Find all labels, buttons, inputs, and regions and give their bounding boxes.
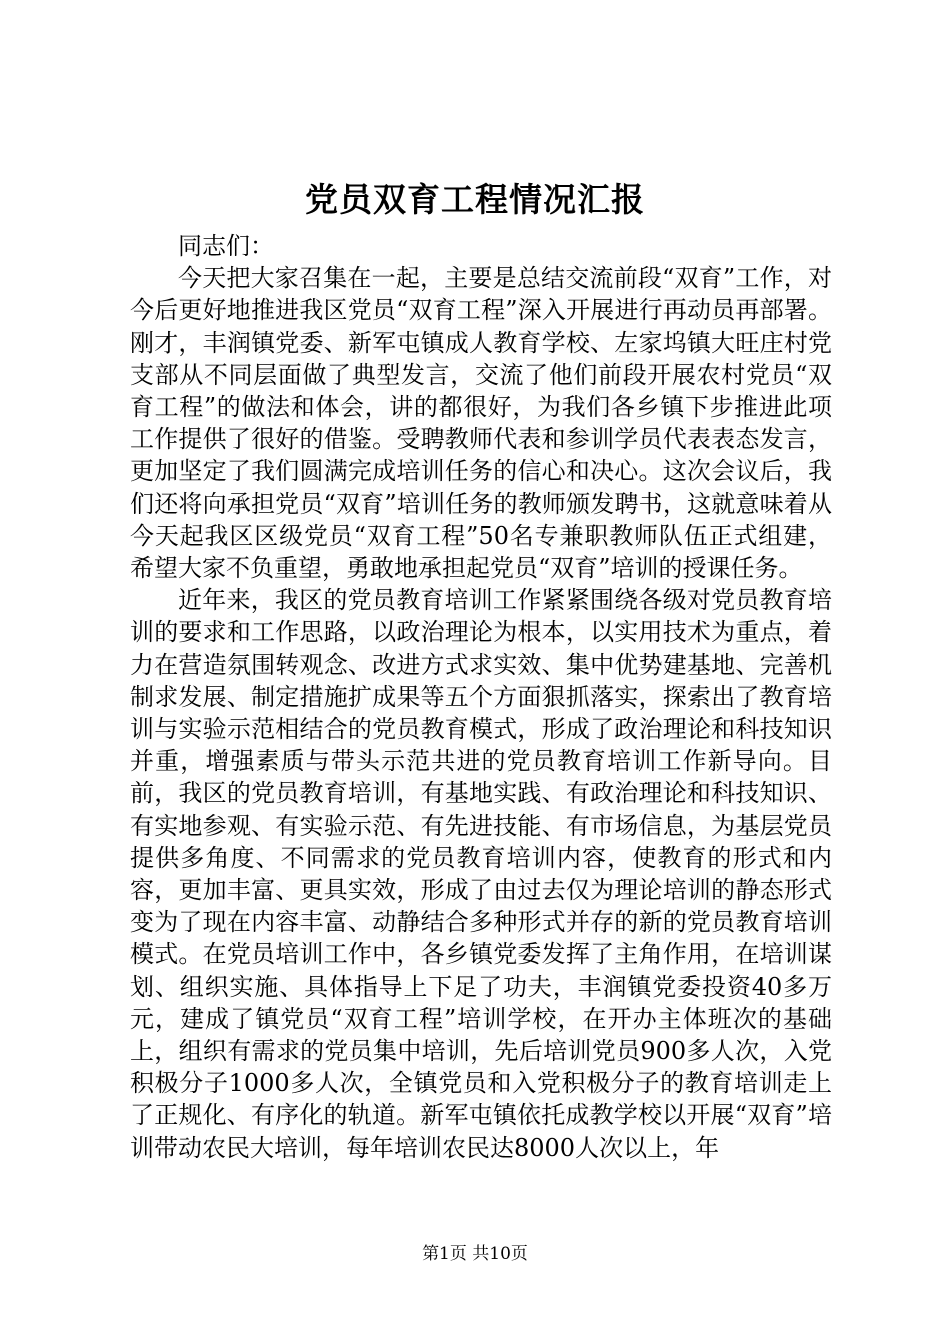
document-body (130, 230, 832, 1164)
page-footer: 第1页 共10页 (422, 1244, 528, 1264)
paragraph-1: 今天把大家召集在一起，主要是总结交流前段“双育”工作，对今后更好地推进我区党员“双育工程”深入开展进行再动员再部署。刚才，丰润镇党委、新军屯镇成人教育学校、左家坞镇大旺庄村党支部从不同层面做了典型发言，交流了他们前段开展农村党员“双育工程”的做法和体会，讲的都很好，为我们各乡镇下步推进此项工作提供了很好的借鉴。受聘教师代表和参训学员代表表态发言，更加坚定了我们圆满完成培训任务的信心和决心。这次会议后，我们还将向承担党员“双育”培训任务的教师颁发聘书，这就意味着从今天起我区区级党员“双育工程”50名专兼职教师队伍正式组建，希望大家不负重望，勇敢地承担起党员“双育”培训的授课任务。 (130, 264, 832, 583)
page-title: 党员双育工程情况汇报 (305, 180, 645, 219)
paragraph-2: 近年来，我区的党员教育培训工作紧紧围绕各级对党员教育培训的要求和工作思路，以政治理论为根本，以实用技术为重点，着力在营造氛围转观念、改进方式求实效、集中优势建基地、完善机制求发展、制定措施扩成果等五个方面狠抓落实，探索出了教育培训与实验示范相结合的党员教育模式，形成了政治理论和科技知识并重，增强素质与带头示范共进的党员教育培训工作新导向。目前，我区的党员教育培训，有基地实践、有政治理论和科技知识、有实地参观、有实验示范、有先进技能、有市场信息，为基层党员提供多角度、不同需求的党员教育培训内容，使教育的形式和内容，更加丰富、更具实效，形成了由过去仅为理论培训的静态形式变为了现在内容丰富、动静结合多种形式并存的新的党员教育培训模式。在党员培训工作中，各乡镇党委发挥了主角作用，在培训谋划、组织实施、具体指导上下足了功夫，丰润镇党委投资40多万元，建成了镇党员“双育工程”培训学校，在开办主体班次的基础上，组织有需求的党员集中培训，先后培训党员900多人次，入党积极分子1000多人次，全镇党员和入党积极分子的教育培训走上了正规化、有序化的轨道。新军屯镇依托成教学校以开展“双育”培训带动农民大培训，每年培训农民达8000人次以上，年 (130, 586, 832, 1162)
salutation: 同志们： (178, 232, 274, 260)
